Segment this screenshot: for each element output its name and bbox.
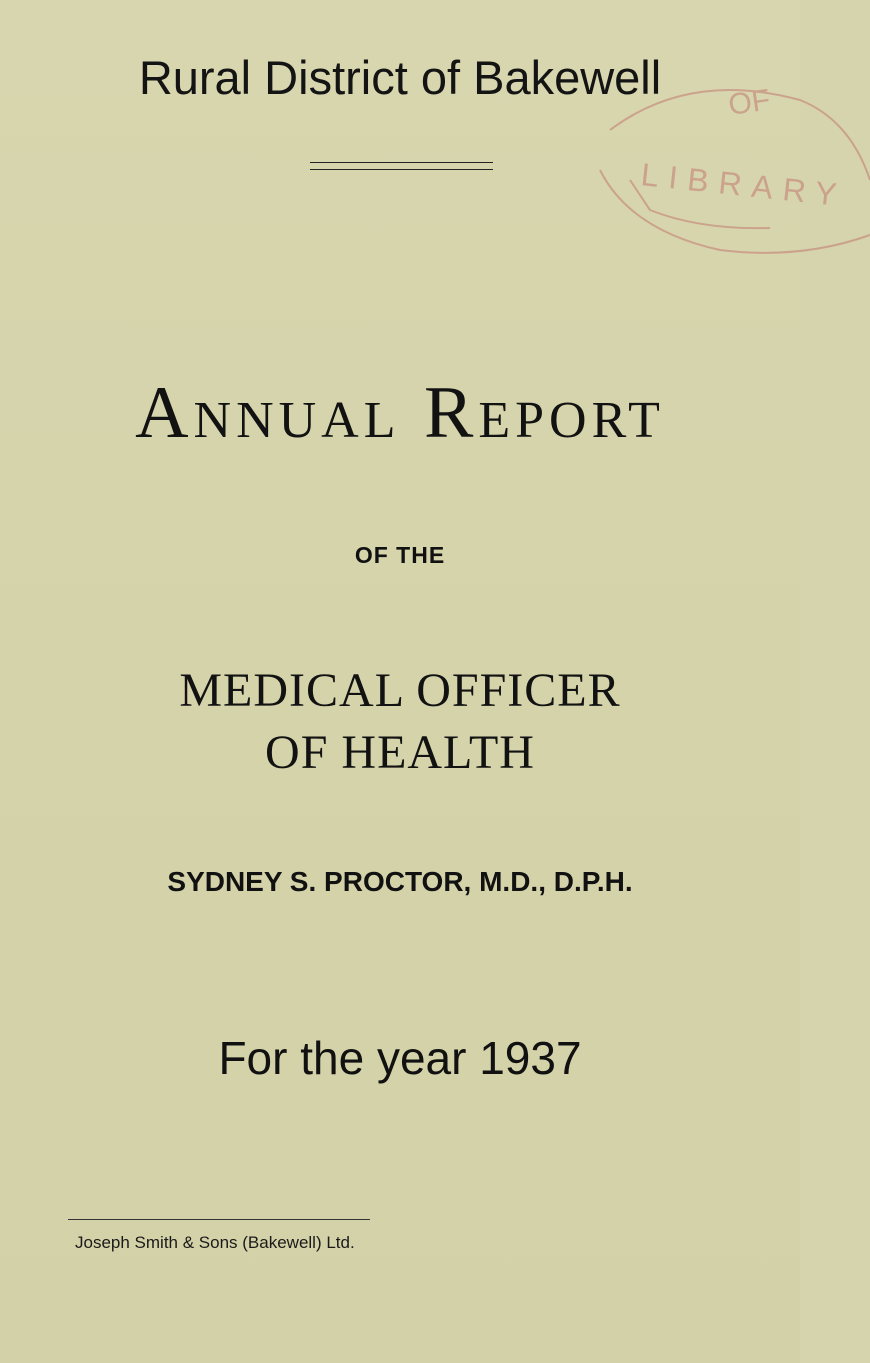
of-the-label: OF THE	[354, 542, 446, 568]
officer-line-1: MEDICAL OFFICER	[179, 664, 621, 717]
report-title: Annual Report	[135, 372, 665, 454]
header-double-rule	[310, 162, 493, 170]
stamp-text-mid: LIBRARY	[639, 156, 849, 214]
stamp-text-top: OF	[726, 83, 773, 122]
officer-heading	[0, 660, 800, 784]
printer-rule	[68, 1219, 370, 1220]
report-year: For the year 1937	[218, 1032, 582, 1084]
officer-name: SYDNEY S. PROCTOR, M.D., D.P.H.	[167, 866, 633, 897]
officer-line-2: OF HEALTH	[265, 726, 535, 779]
district-heading: Rural District of Bakewell	[138, 51, 662, 104]
printer-credit: Joseph Smith & Sons (Bakewell) Ltd.	[75, 1233, 355, 1252]
